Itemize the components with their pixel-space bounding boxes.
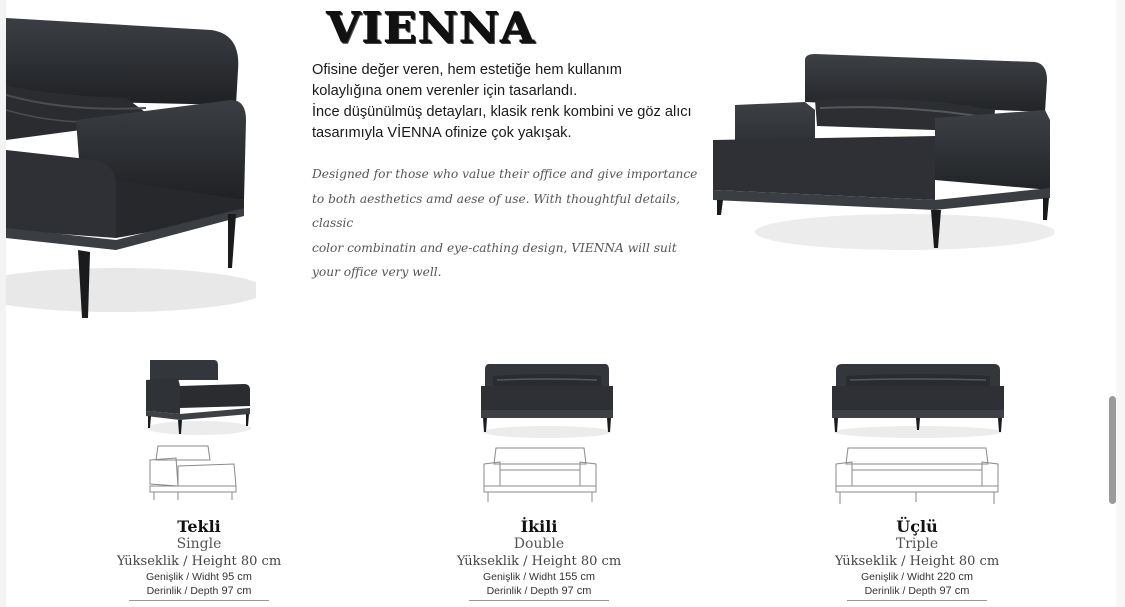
- width-label: Genişlik / Widht: [482, 571, 556, 583]
- description-tr-line: Ofisine değer veren, hem estetiğe hem kullanım: [312, 62, 622, 78]
- depth-value: 97 cm: [939, 585, 970, 597]
- depth-label: Derinlik / Depth: [864, 585, 937, 597]
- width-value: 155 cm: [558, 571, 596, 583]
- hero-armchair-closeup-image: [6, 0, 256, 320]
- variant-width: [94, 570, 304, 584]
- product-title: VIENNA: [326, 4, 535, 53]
- depth-label: Derinlik / Depth: [486, 585, 559, 597]
- divider-line: [469, 600, 609, 601]
- double-sofa-photo: [479, 360, 615, 440]
- description-en-line: color combinatin and eye-cathing design, VIENNA will suit: [312, 240, 677, 255]
- variant-depth: [812, 584, 1022, 598]
- width-value: 220 cm: [936, 571, 974, 583]
- variant-single: [94, 352, 304, 601]
- width-label: Genişlik / Widht: [860, 571, 934, 583]
- description-tr-line: tasarımıyla VİENNA ofinize çok yakışak.: [312, 125, 572, 141]
- scrollbar-thumb[interactable]: [1109, 396, 1116, 504]
- divider-line: [847, 600, 987, 601]
- description-turkish: [312, 60, 712, 144]
- description-english: [312, 162, 712, 285]
- variant-name-en: Single: [176, 536, 222, 552]
- depth-value: 97 cm: [221, 585, 252, 597]
- variant-depth: [94, 584, 304, 598]
- width-label: Genişlik / Widht: [146, 571, 219, 583]
- single-armchair-photo: [144, 356, 254, 436]
- variant-height: Yükseklik / Height 80 cm: [116, 554, 282, 569]
- description-tr-line: kolaylığına onem verenler için tasarlandı.: [312, 83, 578, 99]
- page-edge-right: [1116, 0, 1125, 607]
- variant-name-en: Double: [513, 536, 565, 552]
- divider-line: [129, 600, 269, 601]
- triple-sofa-photo: [830, 360, 1006, 440]
- variant-height: Yükseklik / Height 80 cm: [456, 554, 622, 569]
- variant-name-en: Triple: [895, 536, 939, 552]
- double-sofa-outline: [482, 444, 598, 504]
- variant-name-tr: Tekli: [177, 517, 221, 536]
- description-en-line: Designed for those who value their office and give importance: [312, 167, 698, 181]
- variant-depth: [434, 584, 644, 598]
- variant-name-tr: İkili: [520, 517, 558, 536]
- depth-label: Derinlik / Depth: [146, 585, 219, 597]
- description-en-line: to both aesthetics amd aese of use. With thoughtful details, classic: [312, 191, 680, 230]
- variant-width: [434, 570, 644, 584]
- variant-name-tr: Üçlü: [896, 517, 938, 536]
- triple-sofa-outline: [834, 444, 1000, 506]
- variant-triple: [812, 352, 1022, 601]
- variant-height: Yükseklik / Height 80 cm: [834, 554, 1000, 569]
- single-armchair-outline: [148, 442, 240, 502]
- width-value: 95 cm: [222, 571, 252, 583]
- description-tr-line: İnce düşünülmüş detayları, klasik renk kombini ve göz alıcı: [312, 104, 692, 120]
- description-en-line: your office very well.: [312, 265, 442, 279]
- variant-double: [434, 352, 644, 601]
- hero-sofa-image: [705, 40, 1065, 260]
- variant-width: [812, 570, 1022, 584]
- depth-value: 97 cm: [561, 585, 592, 597]
